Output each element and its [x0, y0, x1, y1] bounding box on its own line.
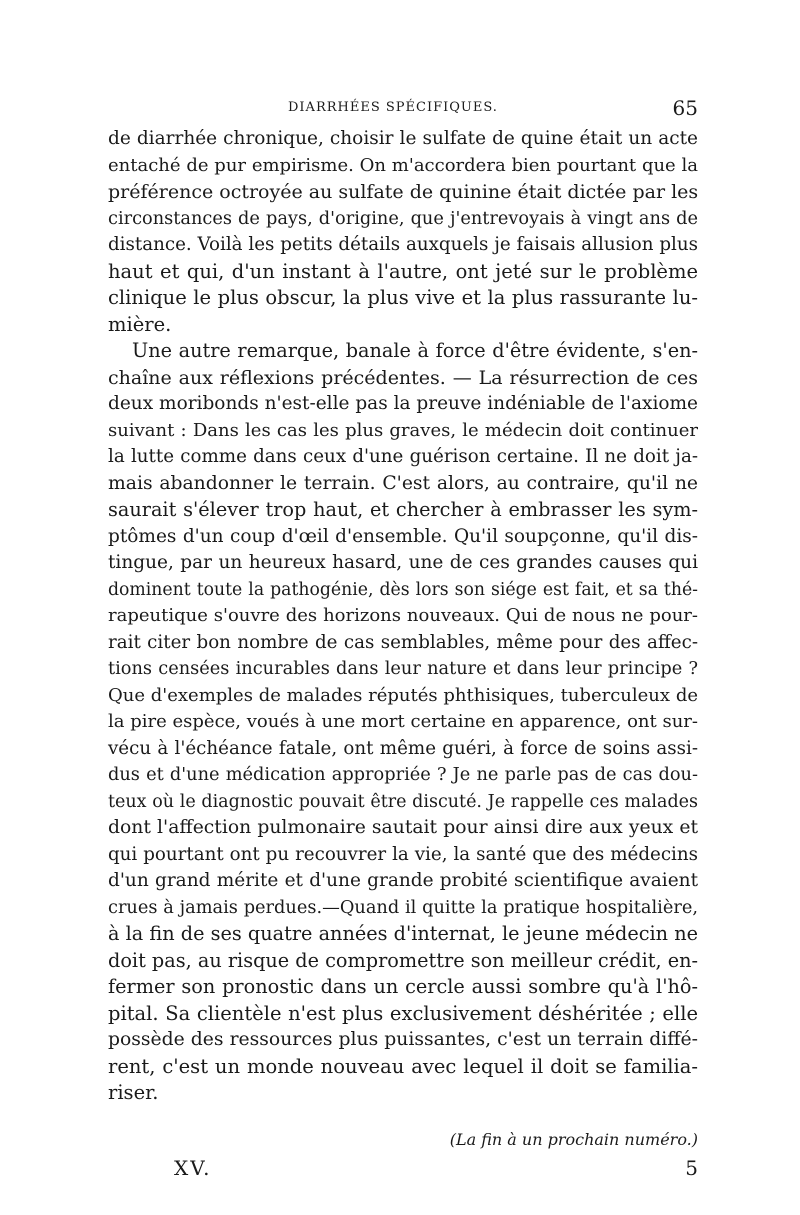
text-line: distance. Voilà les petits détails auxquels je faisais allusion plus	[108, 234, 698, 255]
text-line: circonstances de pays, d'origine, que j'entrevoyais à vingt ans de	[108, 208, 698, 229]
running-title: DIARRHÉES SPÉCIFIQUES.	[288, 100, 498, 115]
text-line: rapeutique s'ouvre des horizons nouveaux. Qui de nous ne pour-	[108, 605, 698, 626]
text-line: riser.	[108, 1081, 159, 1104]
text-line: Que d'exemples de malades réputés phthisiques, tuberculeux de	[108, 684, 698, 706]
text-line: dus et d'une médication appropriée ? Je ne parle pas de cas dou-	[108, 765, 698, 785]
text-line: haut et qui, d'un instant à l'autre, ont jeté sur le problème	[108, 259, 698, 283]
text-line: de diarrhée chronique, choisir le sulfate de quine était un acte	[108, 128, 698, 149]
text-line: Une autre remarque, banale à force d'être évidente, s'en-	[132, 339, 698, 362]
text-line: qui pourtant ont pu recouvrer la vie, la santé que des médecins	[108, 843, 698, 865]
body-text	[108, 126, 698, 1107]
text-line: entaché de pur empirisme. On m'accordera bien pourtant que la	[108, 154, 698, 176]
text-line: la pire espèce, voués à une mort certaine en apparence, ont sur-	[108, 711, 698, 732]
text-line: clinique le plus obscur, la plus vive et la plus rassurante lu-	[108, 286, 698, 309]
text-line: doit pas, au risque de compromettre son meilleur crédit, en-	[108, 948, 699, 972]
text-line: suivant : Dans les cas les plus graves, le médecin doit continuer	[108, 419, 698, 441]
text-line: d'un grand mérite et d'une grande probité scientifique avaient	[108, 870, 698, 891]
text-line: dominent toute la pathogénie, dès lors son siége est fait, et sa thé-	[108, 579, 698, 600]
text-line: saurait s'élever trop haut, et chercher à embrasser les sym-	[108, 498, 698, 521]
text-line: tingue, par un heureux hasard, une de ces grandes causes qui	[108, 552, 698, 573]
text-line: la lutte comme dans ceux d'une guérison certaine. Il ne doit ja-	[108, 446, 698, 467]
text-line: fermer son pronostic dans un cercle aussi sombre qu'à l'hô-	[108, 975, 698, 998]
page-header	[108, 96, 698, 120]
text-line: mais abandonner le terrain. C'est alors, au contraire, qu'il ne	[108, 472, 698, 494]
text-line: tions censées incurables dans leur nature et dans leur principe ?	[108, 659, 698, 679]
page-footer	[108, 1156, 698, 1182]
text-line: pital. Sa clientèle n'est plus exclusivement déshéritée ; elle	[108, 1001, 698, 1025]
text-line: rait citer bon nombre de cas semblables, même pour des affec-	[108, 631, 698, 653]
text-line: rent, c'est un monde nouveau avec lequel il doit se familia-	[108, 1054, 698, 1078]
text-line: à la fin de ses quatre années d'internat, le jeune médecin ne	[108, 922, 698, 945]
text-line: dont l'affection pulmonaire sautait pour ainsi dire aux yeux et	[108, 817, 698, 838]
text-line: teux où le diagnostic pouvait être discuté. Je rappelle ces malades	[108, 791, 698, 812]
continuation-note: (La fin à un prochain numéro.)	[449, 1130, 698, 1149]
text-line: mière.	[108, 312, 172, 336]
text-line: deux moribonds n'est-elle pas la preuve indéniable de l'axiome	[108, 393, 698, 414]
text-line: ptômes d'un coup d'œil d'ensemble. Qu'il soupçonne, qu'il dis-	[108, 525, 698, 547]
text-line: possède des ressources plus puissantes, c'est un terrain diffé-	[108, 1029, 698, 1050]
text-line: vécu à l'échéance fatale, ont même guéri, à force de soins assi-	[108, 737, 698, 759]
page-number: 65	[672, 96, 698, 120]
text-line: chaîne aux réflexions précédentes. — La résurrection de ces	[108, 366, 698, 389]
text-line: préférence octroyée au sulfate de quinine était dictée par les	[108, 181, 699, 203]
sheet-number: 5	[685, 1156, 698, 1180]
signature-mark: XV.	[174, 1156, 212, 1180]
text-line: crues à jamais perdues.—Quand il quitte la pratique hospitalière,	[108, 897, 698, 918]
